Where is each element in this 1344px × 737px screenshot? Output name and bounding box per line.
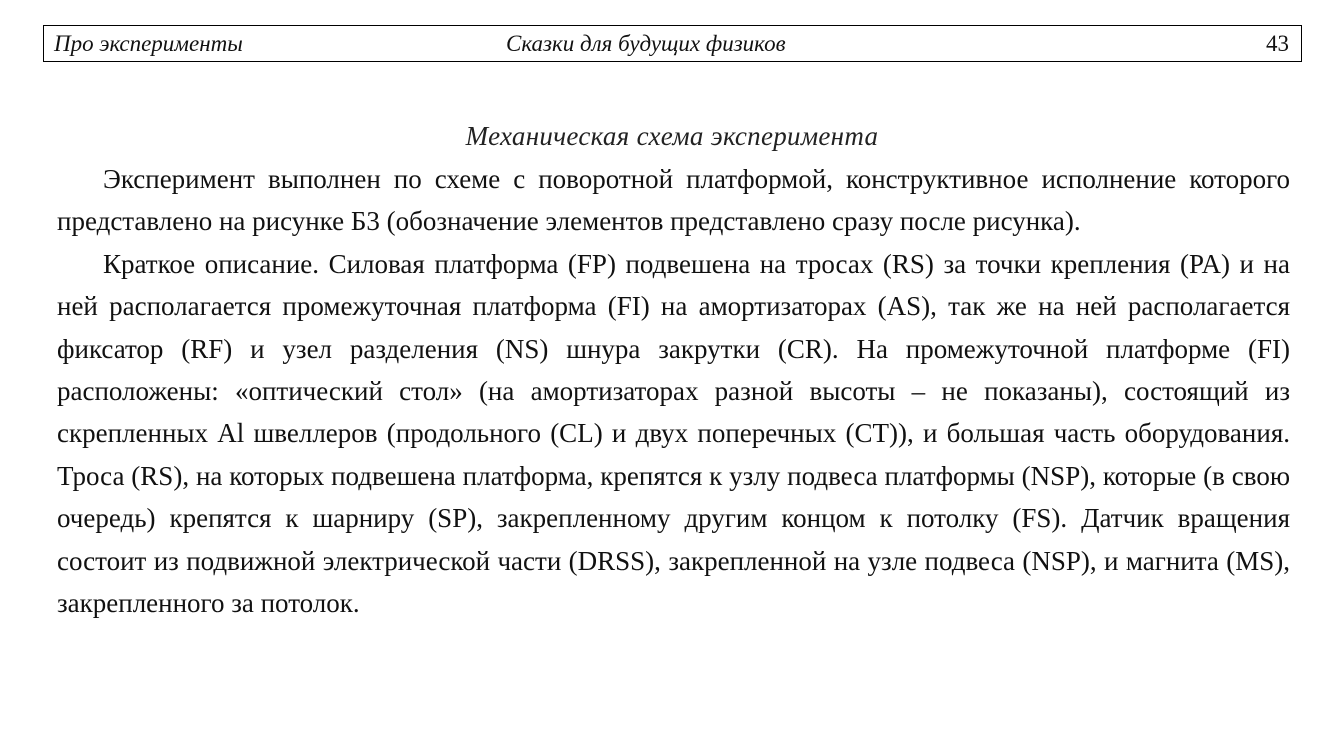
- running-header: [43, 25, 1302, 62]
- paragraph-description: Краткое описание. Силовая платформа (FP) подвешена на тросах (RS) за точки крепления (PA) и на ней располагается промежуточная платформа (FI) на амортизаторах (AS), так же на ней располагается фиксатор (RF) и узел разделения (NS) шнура закрутки (CR). На промежуточной платформе (FI) расположены: «оптический стол» (на амортизаторах разной высоты – не показаны), состоящий из скрепленных Al швеллеров (продольного (CL) и двух поперечных (CT)), и большая часть оборудования. Троса (RS), на которых подвешена платформа, крепятся к узлу подвеса платформы (NSP), которые (в свою очередь) крепятся к шарниру (SP), закрепленному другим концом к потолку (FS). Датчик вращения состоит из подвижной электрической части (DRSS), закрепленной на узле подвеса (NSP), и магнита (MS), закрепленного за потолок.: [57, 248, 1290, 619]
- paragraph-intro: Эксперимент выполнен по схеме с поворотной платформой, конструктивное исполнение которого представлено на рисунке Б3 (обозначение элементов представлено сразу после рисунка).: [57, 164, 1290, 237]
- body-text: [57, 158, 1290, 624]
- section-title: Механическая схема эксперимента: [465, 121, 879, 151]
- header-section-name: Про эксперименты: [54, 31, 243, 56]
- page-number: 43: [1266, 31, 1289, 56]
- header-book-title: Сказки для будущих физиков: [506, 31, 786, 56]
